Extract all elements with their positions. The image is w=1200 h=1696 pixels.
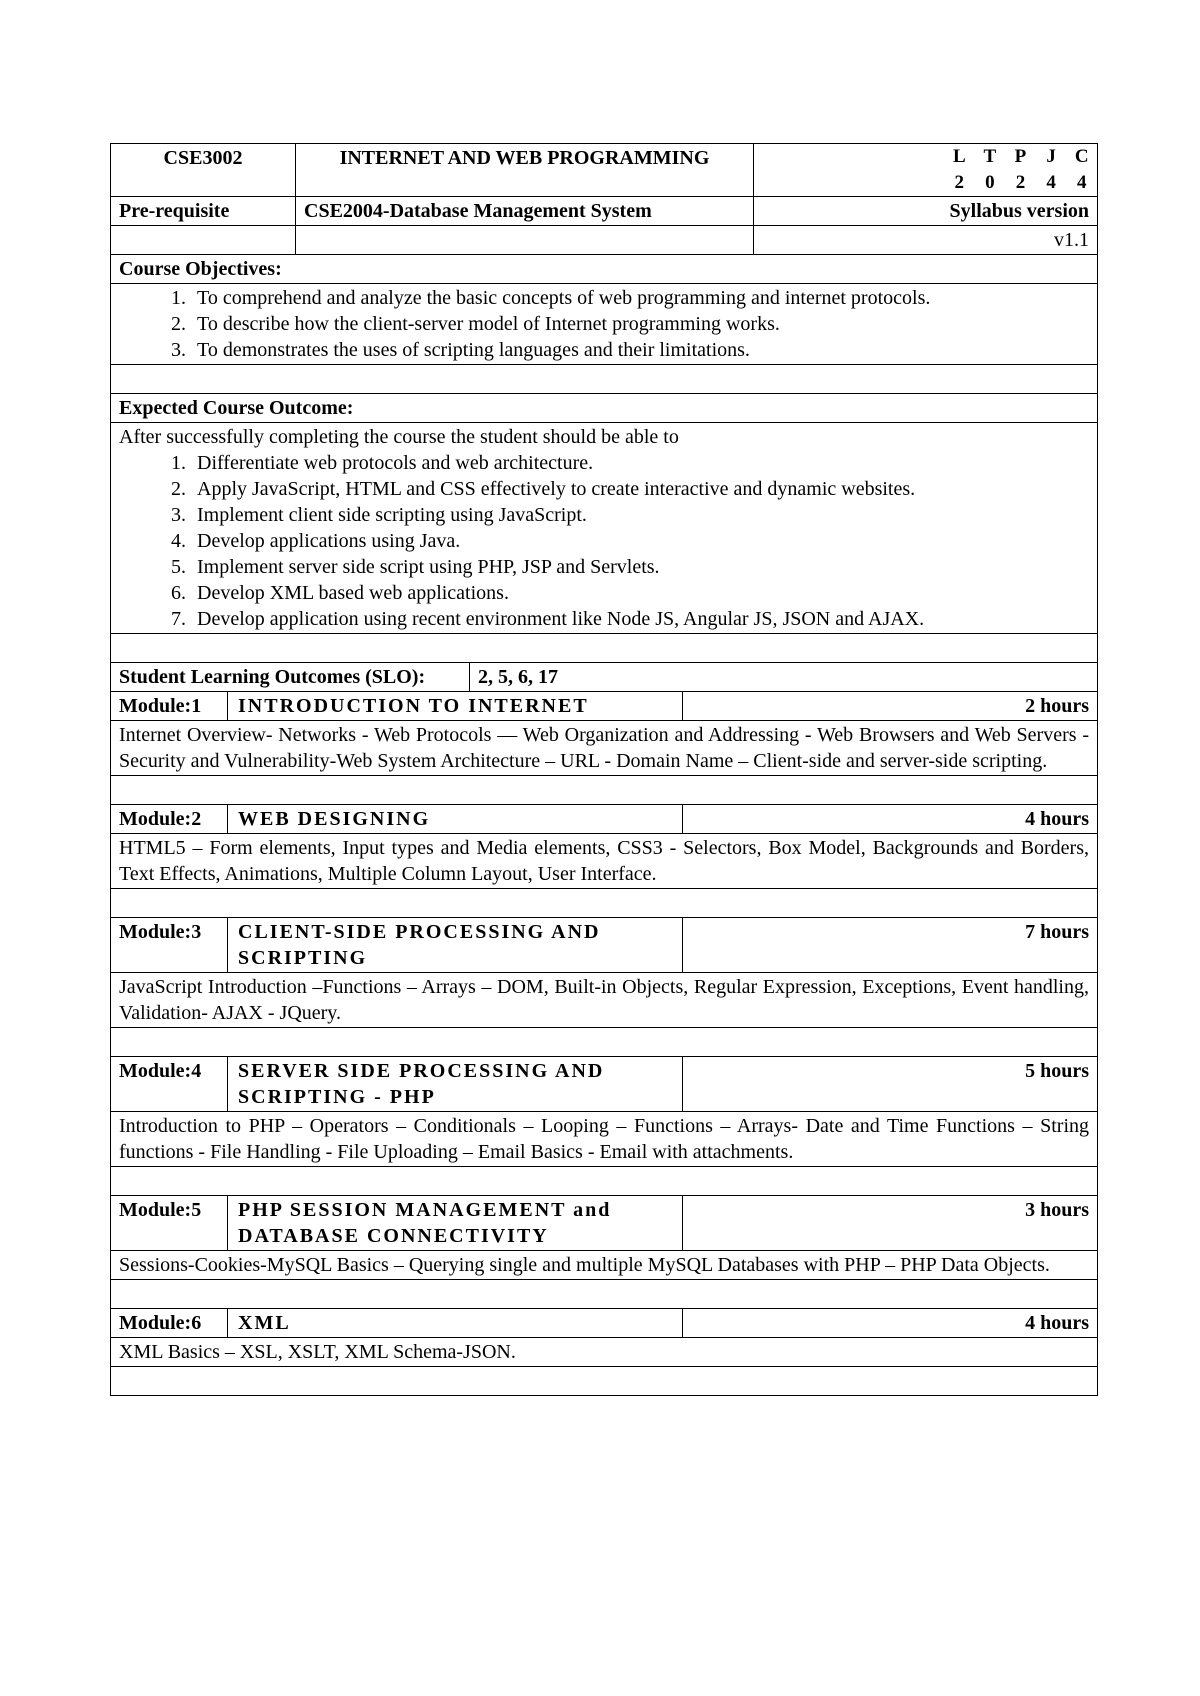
module-6-header (111, 1309, 1098, 1338)
ltpjc-value-p: 2 (1015, 172, 1026, 193)
ltpjc-label-p: P (1014, 146, 1027, 167)
outcomes-list (119, 450, 1089, 632)
module-content: HTML5 – Form elements, Input types and Media elements, CSS3 - Selectors, Box Model, Backgrounds and Borders, Text Effects, Animations, Multiple Column Layout, User Interface. (111, 834, 1098, 889)
slo-value: 2, 5, 6, 17 (478, 666, 558, 688)
module-hours: 7 hours (683, 918, 1098, 972)
objectives-heading: Course Objectives: (111, 255, 1098, 284)
syllabus-table (110, 143, 1098, 1396)
module-1-content-row (111, 721, 1098, 776)
module-label: Module:3 (111, 918, 228, 972)
module-3-content-row (111, 973, 1098, 1028)
outcome-item: 7. Develop application using recent environment like Node JS, Angular JS, JSON and AJAX. (191, 606, 1089, 632)
objectives-list-row (111, 284, 1098, 365)
module-hours: 5 hours (683, 1057, 1098, 1111)
module-4-header (111, 1057, 1098, 1112)
outcome-item: 6. Develop XML based web applications. (191, 580, 1089, 606)
outcomes-heading-row (111, 394, 1098, 423)
ltpjc-label-l: L (952, 146, 966, 167)
outcome-item: 4. Develop applications using Java. (191, 528, 1089, 554)
prerequisite-value: CSE2004-Database Management System (296, 197, 754, 226)
prerequisite-row (111, 197, 1098, 226)
module-hours: 3 hours (683, 1196, 1098, 1250)
module-hours: 4 hours (683, 805, 1098, 833)
module-content: XML Basics – XSL, XSLT, XML Schema-JSON. (111, 1338, 1098, 1367)
module-title: CLIENT-SIDE PROCESSING AND SCRIPTING (228, 918, 683, 972)
module-3-header (111, 918, 1098, 973)
module-title: SERVER SIDE PROCESSING AND SCRIPTING - PHP (228, 1057, 683, 1111)
ltpjc-value-j: 4 (1046, 172, 1056, 193)
slo-label: Student Learning Outcomes (SLO): (111, 663, 470, 691)
outcome-item: 3. Implement client side scripting using JavaScript. (191, 502, 1089, 528)
outcomes-intro: After successfully completing the course the student should be able to (119, 426, 679, 448)
ltpjc-label-j: J (1046, 146, 1056, 167)
objectives-heading-row (111, 255, 1098, 284)
objective-item: 1. To comprehend and analyze the basic concepts of web programming and internet protocols. (191, 285, 1089, 311)
slo-row (111, 663, 1098, 692)
module-hours: 2 hours (683, 692, 1098, 720)
module-title: WEB DESIGNING (228, 805, 683, 833)
module-hours: 4 hours (683, 1309, 1098, 1337)
module-content: Internet Overview- Networks - Web Protocols –– Web Organization and Addressing - Web Browsers and Web Servers -Security and Vulnerability-Web System Architecture – URL - Domain Name – Client-side and server-side scripting. (111, 721, 1098, 776)
prerequisite-label: Pre-requisite (111, 197, 296, 226)
module-content: Introduction to PHP – Operators – Conditionals – Looping – Functions – Arrays- Date and Time Functions – String functions - File Handling - File Uploading – Email Basics - Email with attachments. (111, 1112, 1098, 1167)
course-code: CSE3002 (111, 144, 296, 197)
ltpjc-block (754, 144, 1098, 197)
module-label: Module:6 (111, 1309, 228, 1337)
module-1-header (111, 692, 1098, 721)
module-title: XML (228, 1309, 683, 1337)
objective-item: 3. To demonstrates the uses of scripting languages and their limitations. (191, 337, 1089, 363)
outcomes-heading: Expected Course Outcome: (111, 394, 1098, 423)
module-2-content-row (111, 834, 1098, 889)
module-4-content-row (111, 1112, 1098, 1167)
objective-item: 2. To describe how the client-server model of Internet programming works. (191, 311, 1089, 337)
course-title: INTERNET AND WEB PROGRAMMING (296, 144, 754, 197)
module-content: Sessions-Cookies-MySQL Basics – Querying single and multiple MySQL Databases with PHP – PHP Data Objects. (111, 1251, 1098, 1280)
ltpjc-label-t: T (983, 146, 997, 167)
outcome-item: 5. Implement server side script using PHP, JSP and Servlets. (191, 554, 1089, 580)
course-header-row (111, 144, 1098, 197)
ltpjc-label-c: C (1074, 146, 1089, 167)
outcome-item: 2. Apply JavaScript, HTML and CSS effectively to create interactive and dynamic websites. (191, 476, 1089, 502)
ltpjc-value-l: 2 (954, 172, 965, 193)
module-label: Module:5 (111, 1196, 228, 1250)
outcome-item: 1. Differentiate web protocols and web architecture. (191, 450, 1089, 476)
module-label: Module:4 (111, 1057, 228, 1111)
module-6-content-row (111, 1338, 1098, 1367)
module-title: INTRODUCTION TO INTERNET (228, 692, 683, 720)
syllabus-version-value: v1.1 (754, 226, 1098, 255)
syllabus-version-row (111, 226, 1098, 255)
syllabus-document (110, 143, 1097, 1396)
module-5-content-row (111, 1251, 1098, 1280)
module-label: Module:2 (111, 805, 228, 833)
module-label: Module:1 (111, 692, 228, 720)
syllabus-version-label: Syllabus version (754, 197, 1098, 226)
module-content: JavaScript Introduction –Functions – Arrays – DOM, Built-in Objects, Regular Expression, Exceptions, Event handling, Validation- AJAX - JQuery. (111, 973, 1098, 1028)
ltpjc-value-c: 4 (1076, 172, 1087, 193)
objectives-list (119, 285, 1089, 363)
ltpjc-value-t: 0 (985, 172, 995, 193)
outcomes-list-row (111, 423, 1098, 634)
module-2-header (111, 805, 1098, 834)
module-title: PHP SESSION MANAGEMENT and DATABASE CONNECTIVITY (228, 1196, 683, 1250)
module-5-header (111, 1196, 1098, 1251)
